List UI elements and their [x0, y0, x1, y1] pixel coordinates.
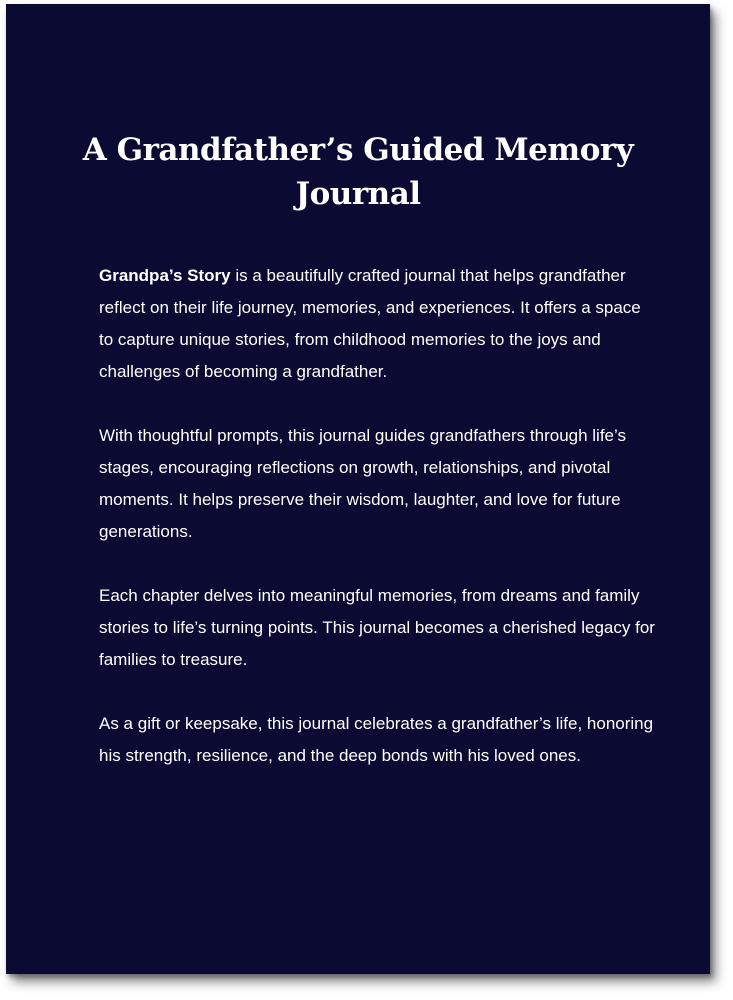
- paragraph-intro-text: is a beautifully crafted journal that helps grandfather reflect on their life journey, memories, and experiences. It offers a space to capture unique stories, from childhood memories to the joys and challenges of becoming a grandfather.: [99, 266, 641, 381]
- paragraph-prompts: With thoughtful prompts, this journal guides grandfathers through life’s stages, encouraging reflections on growth, relationships, and pivotal moments. It helps preserve their wisdom, laughter, and love for future generations.: [99, 426, 626, 541]
- book-name: Grandpa’s Story: [99, 266, 231, 285]
- paragraph-intro: [99, 260, 659, 388]
- page-title: A Grandfather’s Guided Memory Journal: [82, 132, 634, 212]
- paragraph-gift: As a gift or keepsake, this journal celebrates a grandfather’s life, honoring his strength, resilience, and the deep bonds with his loved ones.: [99, 714, 654, 765]
- journal-page: [6, 4, 710, 974]
- description-body: [99, 260, 659, 804]
- paragraph-chapters: Each chapter delves into meaningful memories, from dreams and family stories to life’s turning points. This journal becomes a cherished legacy for families to treasure.: [99, 586, 655, 669]
